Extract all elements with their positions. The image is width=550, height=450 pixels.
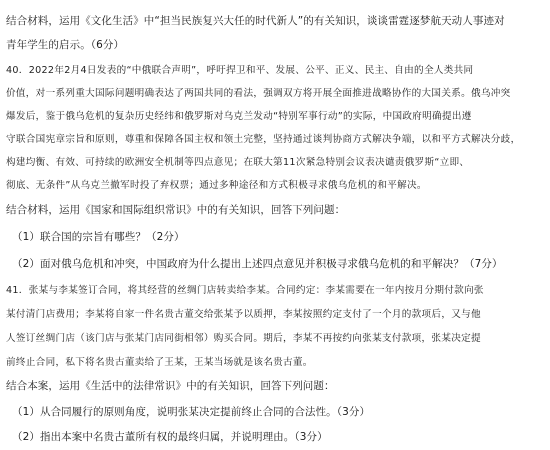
q40-instruction: 结合材料，运用《国家和国际组织常识》中的有关知识，回答下列问题：: [6, 204, 346, 216]
q40-material-line-1: 40．2022年2月4日发表的“中俄联合声明”，呼吁捍卫和平、发展、公平、正义、民主、自由的全人类共同: [6, 65, 474, 76]
q40-material-line-2: 价值，对一系列重大国际问题明确表达了两国共同的看法，强调双方将开展全面推进战略协作的大国关系。俄乌冲突: [6, 88, 511, 99]
q41-material-line-2: 某付清门店费用；李某将自家一件名贵古董交给张某予以质押，李某按照约定支付了一个月的款项后，又与他: [6, 309, 481, 320]
q40-subquestion-1: （1）联合国的宗旨有哪些？（2分）: [12, 231, 185, 243]
q40-material-line-5: 构建均衡、有效、可持续的欧洲安全机制等四点意见；在联大第11次紧急特别会议表决谴责俄罗斯“立即、: [6, 157, 470, 168]
q40-material-line-3: 爆发后，鉴于俄乌危机的复杂历史经纬和俄罗斯对乌克兰发动“特别军事行动”的实际，中国政府明确提出遵: [6, 111, 472, 122]
q41-material-line-4: 前终止合同，私下将名贵古董卖给了王某，王某当场就是该名贵古董。: [6, 357, 313, 368]
q41-instruction: 结合本案，运用《生活中的法律常识》中的有关知识，回答下列问题：: [6, 380, 335, 392]
q40-material-line-6: 彻底、无条件”从乌克兰撤军时投了弃权票；通过多种途径和方式积极寻求俄乌危机的和平解决。: [6, 180, 427, 191]
q41-subquestion-1: （1）从合同履行的原则角度，说明张某决定提前终止合同的合法性。（3分）: [12, 406, 371, 418]
q41-subquestion-2: （2）指出本案中名贵古董所有权的最终归属，并说明理由。（3分）: [12, 431, 328, 443]
q41-material-line-3: 人签订丝绸门店（该门店与张某门店同街相邻）购买合同。期后，李某不再按约向张某支付款项，张某决定提: [6, 333, 481, 344]
q39-prompt-line-1: 结合材料，运用《文化生活》中“担当民族复兴大任的时代新人”的有关知识，谈谈雷霆逐梦航天动人事迹对: [6, 15, 505, 27]
q40-material-line-4: 守联合国宪章宗旨和原则，尊重和保障各国主权和领土完整，坚持通过谈判协商方式解决争端，以和平方式解决分歧，: [6, 134, 521, 145]
q41-material-line-1: 41．张某与李某签订合同，将其经营的丝绸门店转卖给李某。合同约定：李某需要在一年内按月分期付款向张: [6, 285, 484, 296]
q40-subquestion-2: （2）面对俄乌危机和冲突，中国政府为什么提出上述四点意见并积极寻求俄乌危机的和平解决？（7分）: [12, 258, 503, 270]
q39-prompt-line-2: 青年学生的启示。（6分）: [6, 39, 125, 51]
